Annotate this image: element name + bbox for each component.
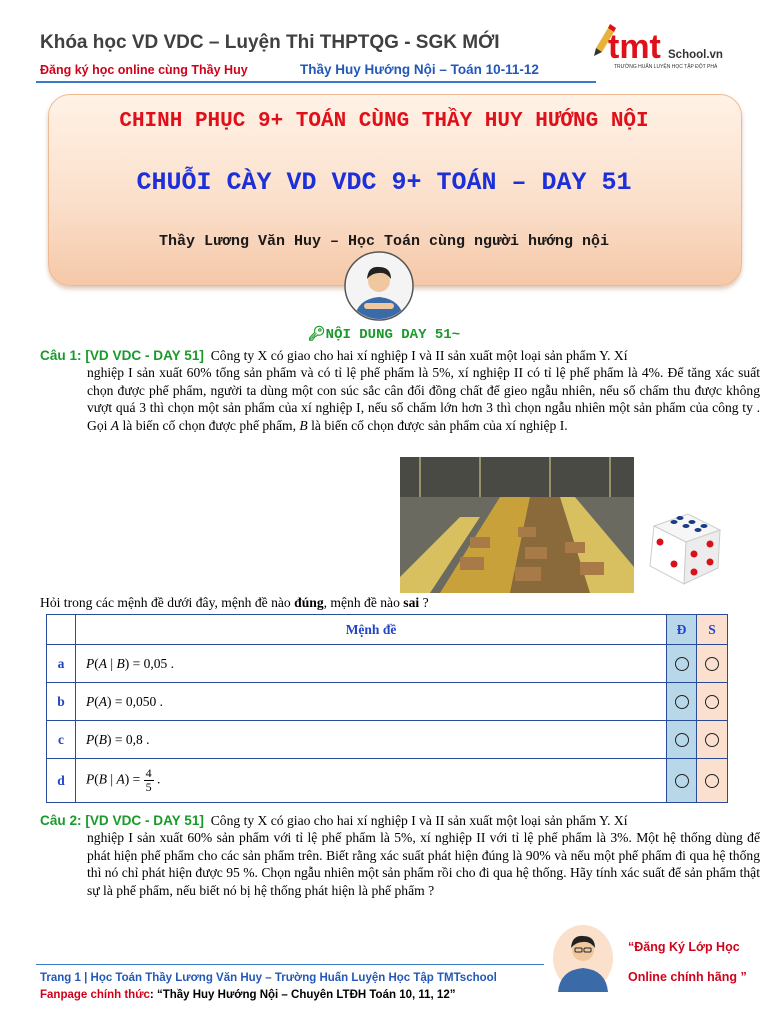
radio-true-d[interactable] bbox=[675, 774, 689, 788]
question-1 bbox=[40, 347, 760, 434]
statement-b: P(A) = 0,050 . bbox=[76, 683, 667, 721]
row-index: b bbox=[47, 683, 76, 721]
radio-true-b[interactable] bbox=[675, 695, 689, 709]
radio-false-a[interactable] bbox=[705, 657, 719, 671]
logo-text: tmt bbox=[608, 28, 661, 66]
teacher-promo-photo bbox=[552, 924, 614, 992]
factory-conveyor-photo bbox=[400, 457, 634, 593]
statement-a: P(A | B) = 0,05 . bbox=[76, 645, 667, 683]
question-1-label: Câu 1: [VD VDC - DAY 51] bbox=[40, 348, 204, 363]
banner-teacher-line: Thầy Lương Văn Huy – Học Toán cùng người hướng nội bbox=[158, 233, 610, 250]
question-2-first-line: Công ty X có giao cho hai xí nghiệp I và II sản xuất một loại sản phẩm Y. Xí bbox=[210, 813, 628, 828]
question-prompt: Hỏi trong các mệnh đề dưới đây, mệnh đề nào đúng, mệnh đề nào sai ? bbox=[40, 595, 429, 610]
banner-heading: CHINH PHỤC 9+ TOÁN CÙNG THẦY HUY HƯỚNG NỘI bbox=[119, 110, 649, 133]
footer-fanpage: Fanpage chính thức: “Thầy Huy Hướng Nội – Chuyên LTĐH Toán 10, 11, 12” bbox=[40, 989, 456, 1001]
table-row bbox=[47, 721, 728, 759]
statement-d: P(B | A) = $\frac{4}{5}$ . bbox=[76, 759, 667, 803]
question-2-label: Câu 2: [VD VDC - DAY 51] bbox=[40, 813, 204, 828]
question-2 bbox=[40, 812, 760, 899]
table-row bbox=[47, 645, 728, 683]
true-false-table bbox=[46, 614, 728, 803]
row-index: d bbox=[47, 759, 76, 803]
course-title: Khóa học VD VDC – Luyện Thi THPTQG - SGK MỚI bbox=[40, 32, 500, 53]
table-row bbox=[47, 683, 728, 721]
promo-signup-line: “Đăng Ký Lớp Học bbox=[628, 940, 740, 954]
header-statement: Mệnh đề bbox=[76, 615, 667, 645]
table-row bbox=[47, 759, 728, 803]
signup-text: Đăng ký học online cùng Thầy Huy bbox=[40, 63, 248, 77]
header-divider bbox=[36, 81, 596, 83]
content-title: 🔑︎NỘI DUNG DAY 51~ bbox=[307, 327, 461, 343]
header-true: Đ bbox=[667, 615, 697, 645]
logo-tagline: TRƯỜNG HUẤN LUYỆN HỌC TẬP ĐỘT PHÁ bbox=[614, 64, 718, 70]
footer-page-line: Trang 1 | Học Toán Thầy Lương Văn Huy – Trường Huấn Luyện Học Tập TMTschool bbox=[40, 972, 497, 984]
dice-photo bbox=[640, 508, 726, 588]
question-1-first-line: Công ty X có giao cho hai xí nghiệp I và II sản xuất một loại sản phẩm Y. Xí bbox=[210, 348, 628, 363]
row-index: c bbox=[47, 721, 76, 759]
logo-suffix: School.vn bbox=[668, 49, 723, 61]
footer-divider bbox=[36, 964, 544, 965]
table-header-row bbox=[47, 615, 728, 645]
radio-false-d[interactable] bbox=[705, 774, 719, 788]
radio-true-c[interactable] bbox=[675, 733, 689, 747]
teacher-course-text: Thầy Huy Hướng Nội – Toán 10-11-12 bbox=[300, 62, 539, 77]
radio-false-b[interactable] bbox=[705, 695, 719, 709]
row-index: a bbox=[47, 645, 76, 683]
banner-series-title: CHUỖI CÀY VD VDC 9+ TOÁN – DAY 51 bbox=[136, 168, 632, 197]
question-2-body: nghiệp I sản xuất 60% sản phẩm với tỉ lệ phế phẩm là 5%, xí nghiệp II với tỉ lệ phế phẩm là 3%. Một hệ thống dùng để phát hiện phế phẩm cho các sản phẩm trên. Biết rằng xác suất phát hiện đúng là 90% và nếu một phế phẩm đi qua hệ thống thì nó chỉ phát hiện được 95 %. Chọn ngẫu nhiên một sản phẩm rồi cho đi qua hệ thống. Hãy tính xác suất để sản phẩm thật sự là phế phẩm, nếu biết nó bị hệ thống phát hiện là phế phẩm ? bbox=[87, 830, 760, 898]
tmt-school-logo bbox=[590, 18, 740, 74]
radio-true-a[interactable] bbox=[675, 657, 689, 671]
key-icon: 🔑︎ bbox=[307, 327, 326, 343]
header-false: S bbox=[697, 615, 728, 645]
radio-false-c[interactable] bbox=[705, 733, 719, 747]
teacher-avatar bbox=[344, 251, 414, 321]
question-1-body: nghiệp I sản xuất 60% tổng sản phẩm và có tỉ lệ phế phẩm là 5%, xí nghiệp II có tỉ lệ phế phẩm là 4%. Để tăng xác suất chọn được phế phẩm, người ta dùng một con súc sắc cân đối đồng chất để gieo ngẫu nhiên, nếu số chấm thu được không vượt quá 3 thì chọn một sản phẩm của xí nghiệp I, nếu số chấm lớn hơn 3 thì chọn ngẫu nhiên một sản phẩm của công ty . Gọi A là biến cố chọn được phế phẩm, B là biến cố chọn được sản phẩm của xí nghiệp I. bbox=[87, 365, 760, 433]
promo-online-line: Online chính hãng ” bbox=[628, 970, 747, 984]
statement-c: P(B) = 0,8 . bbox=[76, 721, 667, 759]
